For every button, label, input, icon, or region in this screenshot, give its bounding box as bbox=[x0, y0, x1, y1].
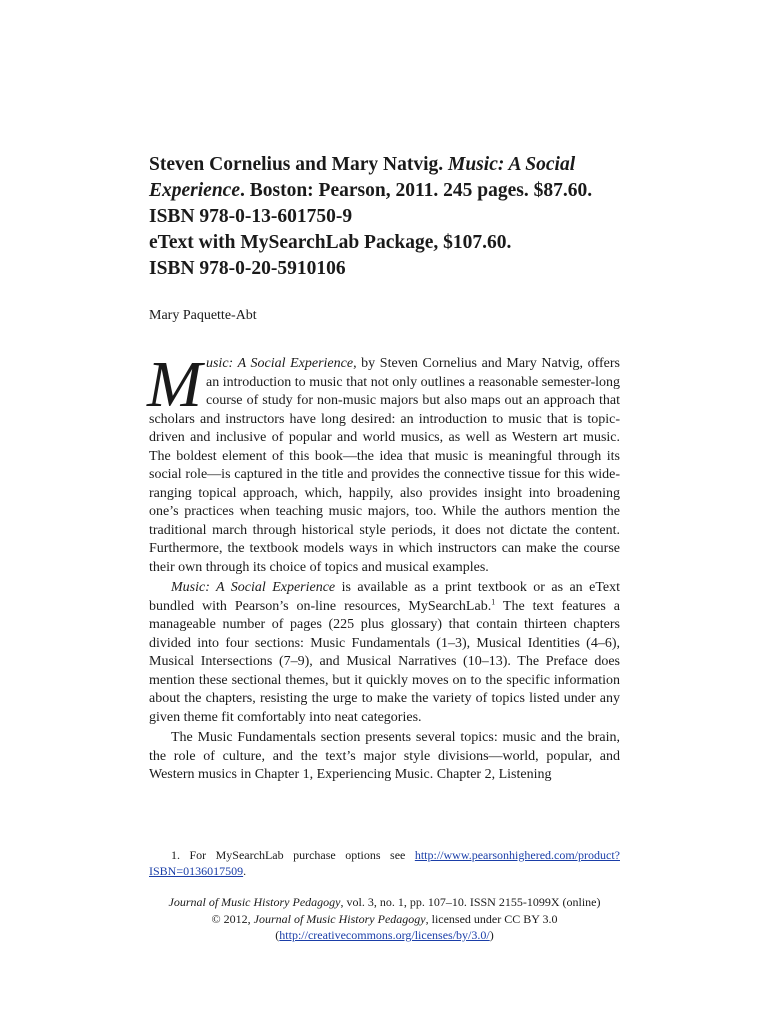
footnote-text: 1. For MySearchLab purchase options see bbox=[171, 848, 415, 862]
footnote-line-2 bbox=[149, 864, 246, 878]
heading-publisher: . Boston: Pearson, 2011. 245 pages. $87.60. bbox=[239, 180, 593, 201]
drop-cap: M bbox=[147, 348, 202, 421]
journal-name: Journal of Music History Pedagogy bbox=[168, 895, 341, 909]
paragraph-3-text: The Music Fundamentals section presents several topics: music and the brain, the role of culture, and the text’s major style divisions—world, popular, and Western musics in Chapter 1, Experiencing Music. Chapter 2, Listening bbox=[149, 730, 620, 782]
copyright-journal-name: Journal of Music History Pedagogy bbox=[253, 911, 426, 926]
heading-isbn-etext: ISBN 978-0-20-5910106 bbox=[149, 258, 346, 279]
paragraph-3 bbox=[149, 729, 620, 785]
heading-line-1 bbox=[149, 152, 620, 178]
footnote-reference[interactable]: 1 bbox=[491, 596, 496, 606]
footnote-line-1 bbox=[149, 847, 620, 863]
footnote-link-part-2[interactable]: ISBN=0136017509 bbox=[149, 864, 244, 878]
heading-title-part-1: Music: A Social bbox=[448, 154, 576, 175]
paragraph-1-title: usic: A Social Experience bbox=[205, 356, 354, 371]
footnote-suffix: . bbox=[243, 864, 247, 878]
review-body bbox=[147, 348, 621, 785]
review-page bbox=[149, 152, 620, 785]
license-link[interactable]: http://creativecommons.org/licenses/by/3.0/ bbox=[279, 928, 490, 942]
footnote bbox=[149, 847, 620, 879]
paragraph-2-title: Music: A Social Experience bbox=[171, 580, 336, 595]
paragraph-2 bbox=[149, 579, 620, 727]
copyright-prefix: © 2012, bbox=[211, 911, 254, 926]
license-url-line bbox=[149, 927, 620, 944]
journal-volume: , vol. 3, no. 1, pp. 107–10. ISSN 2155-1099X (online) bbox=[340, 895, 601, 909]
paragraph-1 bbox=[147, 348, 620, 577]
journal-citation bbox=[149, 894, 620, 911]
paragraph-1-text: , by Steven Cornelius and Mary Natvig, offers an introduction to music that not only outlines a reasonable semester-long course of study for non-music majors but also maps out an approach that scholars and instructors have long desired: an introduction to music that is topic-driven and inclusive of popular and world musics, as well as Western art music. The boldest element of this book—the idea that music is meaningful through its social role—is captured in the title and provides the connective tissue for this wide-ranging topical approach, which, happily, also provides insight into broadening one’s practices when teaching music majors, too. While the authors mention the traditional march through historical style periods, it does not dictate the content. Furthermore, the textbook models ways in which instructors can make the course their own through its choice of topics and musical examples. bbox=[149, 356, 620, 575]
citation-heading bbox=[149, 152, 620, 282]
license-close-paren: ) bbox=[489, 928, 494, 942]
reviewer-name: Mary Paquette-Abt bbox=[149, 308, 257, 323]
paragraph-2-text-b: The text features a manageable number of pages (225 plus glossary) that contain thirteen chapters divided into four sections: Music Fundamentals (1–3), Musical Identities (4–6), Musical Intersections (7–9), and Musical Narratives (10–13). The Preface does mention these sectional themes, but it quickly moves on to the specific information about the chapters, resisting the urge to make the variety of topics listed under any given theme fit comfortably into neat categories. bbox=[149, 598, 620, 725]
license-open-paren: ( bbox=[275, 928, 280, 942]
heading-etext-package: eText with MySearchLab Package, $107.60. bbox=[149, 232, 512, 253]
paragraph-2-text-a: is available as a print textbook or as an eText bundled with Pearson’s on-line resources, MySearchLab. bbox=[149, 580, 621, 614]
heading-title-part-2: Experience bbox=[149, 180, 240, 201]
heading-isbn-print: ISBN 978-0-13-601750-9 bbox=[149, 206, 353, 227]
journal-info bbox=[149, 894, 620, 944]
footnote-link-part-1[interactable]: http://www.pearsonhighered.com/product? bbox=[414, 848, 620, 862]
heading-line-2 bbox=[149, 178, 620, 204]
journal-copyright bbox=[149, 911, 620, 928]
heading-authors: Steven Cornelius and Mary Natvig. bbox=[149, 154, 448, 175]
license-text: , licensed under CC BY 3.0 bbox=[425, 911, 558, 926]
